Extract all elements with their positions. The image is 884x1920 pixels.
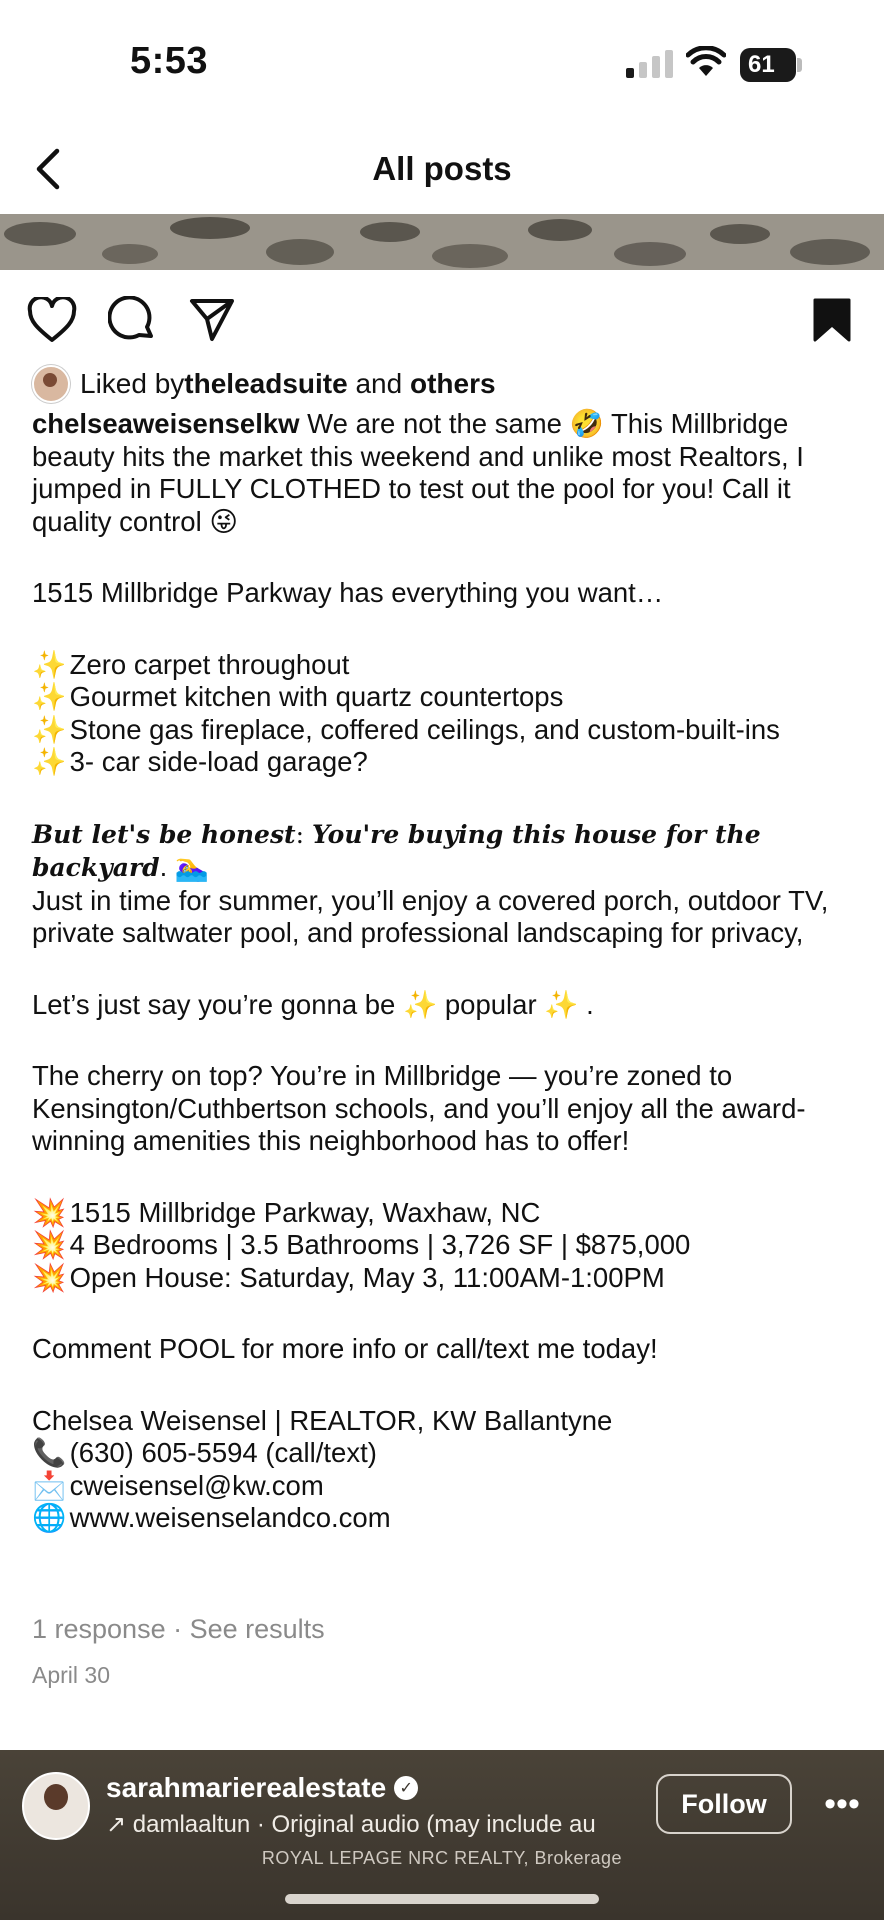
likes-user[interactable]: theleadsuite: [184, 368, 348, 399]
likes-line[interactable]: [32, 364, 496, 404]
send-icon: [188, 297, 236, 343]
caption-cta: Comment POOL for more info or call/text me today!: [32, 1333, 658, 1364]
signal-icon: [626, 50, 673, 78]
contact-website[interactable]: www.weisenselandco.com: [69, 1502, 391, 1533]
feature-text: Zero carpet throughout: [69, 648, 350, 680]
avatar[interactable]: [22, 1772, 90, 1840]
bookmark-icon: [812, 297, 852, 343]
detail-item: [32, 1197, 862, 1230]
verified-badge-icon: ✓: [394, 1776, 418, 1800]
caption-cherry: The cherry on top? You’re in Millbridge — you’re zoned to Kensington/Cuthbertson schools, and you’ll enjoy all the award-winning amenities this neighborhood has to offer!: [32, 1060, 806, 1156]
contact-item: [32, 1470, 862, 1503]
wifi-icon: [686, 46, 726, 78]
feature-item: [32, 746, 862, 779]
caption-intro: [32, 408, 862, 538]
share-button[interactable]: [182, 290, 242, 350]
likes-others[interactable]: others: [409, 368, 496, 399]
comment-button[interactable]: [102, 290, 162, 350]
sparkles-icon: ✨: [32, 713, 67, 745]
honest-a: But let's be honest: [32, 819, 296, 849]
contact-email[interactable]: cweisensel@kw.com: [69, 1469, 324, 1501]
reel-bar: [0, 1750, 884, 1920]
battery-level: 61: [748, 51, 775, 78]
globe-icon: 🌐: [32, 1502, 67, 1533]
envelope-icon: 📩: [32, 1469, 67, 1501]
contact-phone: (630) 605-5594 (call/text): [69, 1437, 377, 1468]
post-date: April 30: [32, 1662, 110, 1688]
comment-icon: [108, 296, 156, 344]
caption-popular: Let’s just say you’re gonna be ✨ popular ✨ .: [32, 988, 594, 1020]
honest-b: You're buying this house for the backyard: [32, 819, 761, 882]
detail-item: [32, 1229, 862, 1262]
feature-item: [32, 649, 862, 682]
reel-audio[interactable]: ↗ damlaaltun · Original audio (may include au: [106, 1811, 596, 1838]
collision-icon: 💥: [32, 1196, 67, 1228]
post-actions: [0, 290, 884, 362]
feature-item: [32, 681, 862, 714]
home-indicator[interactable]: [285, 1894, 599, 1904]
like-button[interactable]: [22, 290, 82, 350]
sparkles-icon: ✨: [32, 681, 67, 712]
caption-signature: Chelsea Weisensel | REALTOR, KW Ballantyne: [32, 1404, 613, 1436]
detail-text: 4 Bedrooms | 3.5 Bathrooms | 3,726 SF | $875,000: [69, 1229, 691, 1260]
sparkles-icon: ✨: [32, 746, 67, 777]
caption-intro-text: We are not the same 🤣 This Millbridge beauty hits the market this weekend and unlike most Realtors, I jumped in FULLY CLOTHED to test out the pool for you! Call it quality control 😜: [32, 408, 804, 537]
battery-tip: [797, 58, 802, 72]
detail-text: Open House: Saturday, May 3, 11:00AM-1:00PM: [69, 1261, 665, 1293]
feature-item: [32, 714, 862, 747]
avatar: [32, 365, 70, 403]
battery-icon: [740, 48, 796, 82]
likes-middle: and: [347, 368, 410, 399]
likes-prefix: Liked by: [80, 368, 185, 399]
brokerage-label: ROYAL LEPAGE NRC REALTY, Brokerage: [261, 1848, 623, 1868]
caption-summer: Just in time for summer, you’ll enjoy a covered porch, outdoor TV, private saltwater pool, and professional landscaping for privacy,: [32, 884, 829, 948]
post-image[interactable]: [0, 214, 884, 270]
phone-icon: 📞: [32, 1437, 67, 1468]
caption-address-intro: 1515 Millbridge Parkway has everything you want…: [32, 577, 664, 608]
reel-username[interactable]: sarahmarierealestate: [106, 1772, 387, 1803]
honest-colon: :: [295, 819, 312, 849]
nav-bar: [0, 130, 884, 210]
heart-icon: [27, 297, 77, 343]
detail-item: [32, 1262, 862, 1295]
status-time: 5:53: [130, 40, 209, 82]
contact-item: [32, 1437, 862, 1470]
save-button[interactable]: [802, 290, 862, 350]
detail-text: 1515 Millbridge Parkway, Waxhaw, NC: [69, 1196, 541, 1228]
page-title: All posts: [372, 150, 512, 187]
caption-honest: [32, 818, 862, 885]
sparkles-icon: ✨: [32, 648, 67, 680]
collision-icon: 💥: [32, 1261, 67, 1293]
follow-button[interactable]: Follow: [656, 1774, 792, 1834]
collision-icon: 💥: [32, 1229, 67, 1260]
more-options-icon[interactable]: •••: [824, 1784, 860, 1823]
caption-username[interactable]: chelseaweisenselkw: [32, 408, 300, 439]
post-image-texture: [0, 214, 884, 270]
honest-end: . 🏊‍♀️: [159, 851, 210, 882]
reel-username-row[interactable]: [106, 1772, 418, 1804]
feature-text: 3- car side-load garage?: [69, 746, 368, 777]
status-bar: [0, 0, 884, 120]
responses-link[interactable]: 1 response · See results: [32, 1614, 325, 1644]
feature-text: Stone gas fireplace, coffered ceilings, and custom-built-ins: [69, 713, 780, 745]
post-caption: [32, 408, 862, 1535]
feature-text: Gourmet kitchen with quartz countertops: [69, 681, 564, 712]
contact-item: [32, 1502, 862, 1535]
